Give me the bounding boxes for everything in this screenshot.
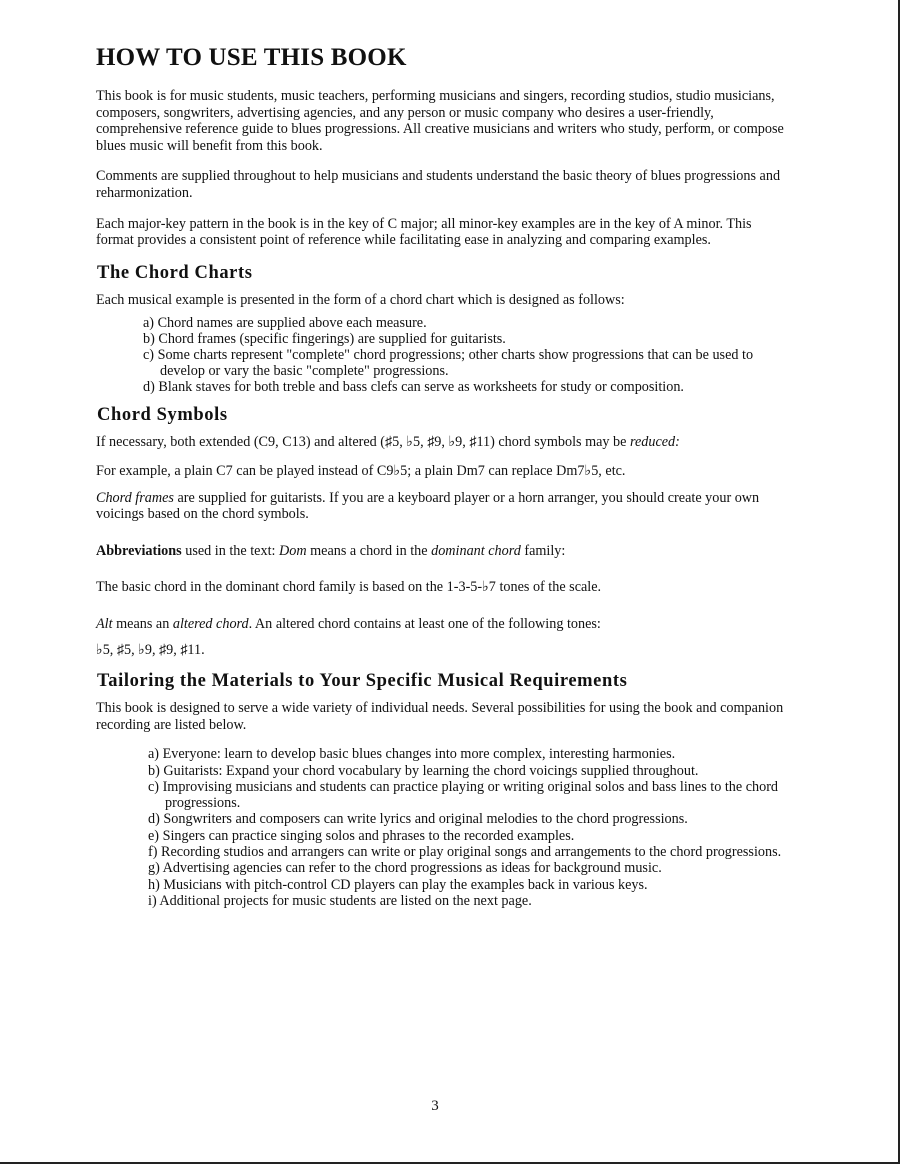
intro-paragraph-audience: This book is for music students, music teachers, performing musicians and singers, recording studios, studio musicians, composers, songwriters, advertising agencies, and any person or music company who desires a user-friendly, comprehensive reference guide to blues progressions. All creative musicians and writers who study, perform, or compose blues music will benefit from this book. bbox=[96, 88, 784, 154]
list-item: f) Recording studios and arrangers can write or play original songs and arrangements to the chord progressions. bbox=[148, 844, 782, 861]
chord-frames-paragraph bbox=[96, 490, 786, 523]
reduce-text: If necessary, both extended (C9, C13) and altered (♯5, ♭5, ♯9, ♭9, ♯11) chord symbols may be bbox=[96, 434, 627, 451]
page-number: 3 bbox=[431, 1098, 439, 1114]
dominant-chord-term: dominant chord bbox=[431, 542, 521, 559]
dom-text: means a chord in the bbox=[310, 542, 428, 559]
list-item: d) Blank staves for both treble and bass clefs can serve as worksheets for study or composition. bbox=[143, 378, 684, 395]
chord-frames-term: Chord frames bbox=[96, 489, 174, 506]
list-item: c) Some charts represent "complete" chord progressions; other charts show progressions that can be used to develop or vary the basic "complete" progressions. bbox=[143, 346, 754, 379]
abbreviations-paragraph bbox=[96, 543, 786, 560]
list-item: a) Chord names are supplied above each measure. bbox=[143, 315, 427, 332]
alt-definition: . An altered chord contains at least one of the following tones: bbox=[248, 615, 601, 632]
tailoring-list bbox=[148, 746, 786, 909]
chord-charts-list bbox=[143, 316, 786, 395]
list-item: b) Guitarists: Expand your chord vocabulary by learning the chord voicings supplied throughout. bbox=[148, 762, 699, 779]
intro-paragraph-comments: Comments are supplied throughout to help musicians and students understand the basic theory of blues progressions and reharmonization. bbox=[96, 168, 781, 201]
list-item: d) Songwriters and composers can write lyrics and original melodies to the chord progressions. bbox=[148, 811, 688, 828]
list-item: h) Musicians with pitch-control CD players can play the examples back in various keys. bbox=[148, 876, 648, 893]
altered-chord-term: altered chord bbox=[172, 615, 249, 632]
tailoring-intro: This book is designed to serve a wide variety of individual needs. Several possibilities for using the book and companion recording are listed below. bbox=[96, 700, 784, 733]
page-title: HOW TO USE THIS BOOK bbox=[96, 44, 407, 71]
list-item: c) Improvising musicians and students can practice playing or writing original solos and bass lines to the chord progressions. bbox=[148, 778, 779, 812]
alt-term: Alt bbox=[96, 615, 113, 632]
list-item: a) Everyone: learn to develop basic blues changes into more complex, interesting harmonies. bbox=[148, 746, 676, 763]
reduce-paragraph bbox=[96, 434, 786, 451]
abbreviations-term: Abbreviations bbox=[96, 542, 182, 559]
list-item: i) Additional projects for music students are listed on the next page. bbox=[148, 892, 532, 909]
intro-paragraph-keys: Each major-key pattern in the book is in the key of C major; all minor-key examples are in the key of A minor. This format provides a consistent point of reference while facilitating ease in analyzing and comparing examples. bbox=[96, 215, 752, 249]
abbreviations-text: used in the text: bbox=[185, 542, 276, 559]
example-paragraph: For example, a plain C7 can be played instead of C9♭5; a plain Dm7 can replace Dm7♭5, etc. bbox=[96, 462, 626, 479]
list-item: e) Singers can practice singing solos and phrases to the recorded examples. bbox=[148, 827, 575, 844]
family-text: family: bbox=[524, 542, 566, 559]
chord-symbols-heading: Chord Symbols bbox=[97, 405, 228, 426]
alt-paragraph bbox=[96, 616, 786, 633]
list-item: b) Chord frames (specific fingerings) are supplied for guitarists. bbox=[143, 331, 506, 348]
tailoring-heading: Tailoring the Materials to Your Specific Musical Requirements bbox=[97, 671, 628, 692]
basic-chord-paragraph: The basic chord in the dominant chord family is based on the 1-3-5-♭7 tones of the scale. bbox=[96, 579, 602, 596]
alt-text: means an bbox=[116, 615, 170, 632]
document-page bbox=[96, 44, 786, 909]
dom-term: Dom bbox=[279, 542, 307, 559]
chord-charts-intro: Each musical example is presented in the form of a chord chart which is designed as follows: bbox=[96, 291, 625, 308]
chord-charts-heading: The Chord Charts bbox=[97, 262, 253, 283]
chord-frames-text: are supplied for guitarists. If you are a keyboard player or a horn arranger, you should create your own voicings based on the chord symbols. bbox=[96, 489, 760, 523]
reduced-emphasis: reduced: bbox=[629, 434, 680, 451]
list-item: g) Advertising agencies can refer to the chord progressions as ideas for background music. bbox=[148, 860, 662, 877]
altered-tones: ♭5, ♯5, ♭9, ♯9, ♯11. bbox=[96, 642, 205, 659]
